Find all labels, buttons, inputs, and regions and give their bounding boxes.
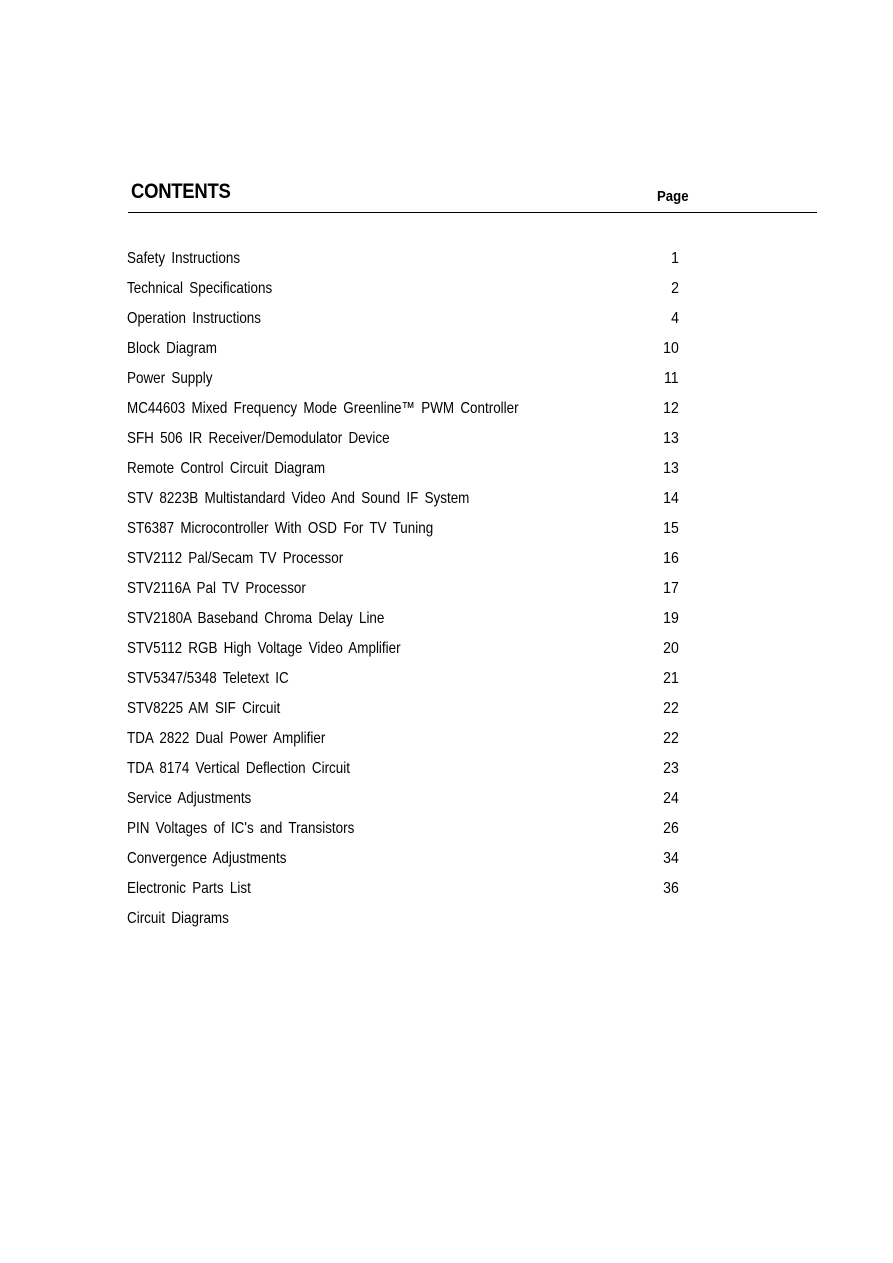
toc-entry-title: Operation Instructions bbox=[127, 310, 262, 327]
toc-entry bbox=[127, 489, 687, 519]
toc-entry-page: 34 bbox=[663, 850, 679, 867]
toc-entry-title: STV8225 AM SIF Circuit bbox=[127, 700, 281, 717]
toc-entry-page: 4 bbox=[671, 310, 679, 327]
toc-entry-page: 14 bbox=[663, 490, 679, 507]
toc-entry-title: STV 8223B Multistandard Video And Sound IF System bbox=[127, 490, 470, 507]
toc-entry bbox=[127, 699, 687, 729]
toc-entry bbox=[127, 759, 687, 789]
toc-entry bbox=[127, 609, 687, 639]
toc-entry bbox=[127, 579, 687, 609]
toc-entry-title: SFH 506 IR Receiver/Demodulator Device bbox=[127, 430, 390, 447]
toc-entry-title: STV2112 Pal/Secam TV Processor bbox=[127, 550, 344, 567]
toc-entry-title: Circuit Diagrams bbox=[127, 910, 229, 927]
toc-entry-title: PIN Voltages of IC's and Transistors bbox=[127, 820, 355, 837]
toc-entry bbox=[127, 309, 687, 339]
toc-entry-title: STV5347/5348 Teletext IC bbox=[127, 670, 289, 687]
toc-entry-title: Safety Instructions bbox=[127, 250, 241, 267]
toc-entry-title: STV2180A Baseband Chroma Delay Line bbox=[127, 610, 385, 627]
toc-entry-title: Remote Control Circuit Diagram bbox=[127, 460, 326, 477]
toc-entry bbox=[127, 819, 687, 849]
toc-entry-page: 15 bbox=[663, 520, 679, 537]
toc-entry-page: 26 bbox=[663, 820, 679, 837]
toc-entry bbox=[127, 789, 687, 819]
toc-entry bbox=[127, 339, 687, 369]
toc-entry-title: Power Supply bbox=[127, 370, 213, 387]
toc-entry-page: 24 bbox=[663, 790, 679, 807]
toc-entry-page: 13 bbox=[663, 430, 679, 447]
toc-entry-title: Electronic Parts List bbox=[127, 880, 251, 897]
toc-entry-page: 16 bbox=[663, 550, 679, 567]
toc-entry bbox=[127, 429, 687, 459]
contents-header bbox=[128, 176, 817, 213]
toc-entry-page: 21 bbox=[663, 670, 679, 687]
toc-entry-title: STV2116A Pal TV Processor bbox=[127, 580, 306, 597]
toc-entry-page: 20 bbox=[663, 640, 679, 657]
page-title: CONTENTS bbox=[131, 180, 231, 203]
toc-entry bbox=[127, 879, 687, 909]
toc-entry-page: 17 bbox=[663, 580, 679, 597]
toc-entry bbox=[127, 639, 687, 669]
toc-entry-title: TDA 8174 Vertical Deflection Circuit bbox=[127, 760, 350, 777]
toc-entry-page: 22 bbox=[663, 700, 679, 717]
toc-entry bbox=[127, 369, 687, 399]
toc-entry-page: 2 bbox=[671, 280, 679, 297]
toc-entry-title: Service Adjustments bbox=[127, 790, 252, 807]
page-column-label: Page bbox=[657, 188, 689, 205]
toc-entry bbox=[127, 849, 687, 879]
toc-entry-page: 10 bbox=[663, 340, 679, 357]
toc-entry-page: 23 bbox=[663, 760, 679, 777]
toc-entry-page: 36 bbox=[663, 880, 679, 897]
toc-entry-page: 1 bbox=[671, 250, 679, 267]
toc-entry bbox=[127, 399, 687, 429]
toc-entry bbox=[127, 729, 687, 759]
toc-entry-title: STV5112 RGB High Voltage Video Amplifier bbox=[127, 640, 401, 657]
toc-entry-title: ST6387 Microcontroller With OSD For TV Tuning bbox=[127, 520, 434, 537]
toc-entry-title: Block Diagram bbox=[127, 340, 217, 357]
toc-entry-page: 13 bbox=[663, 460, 679, 477]
toc-entry-title: MC44603 Mixed Frequency Mode Greenline™ PWM Controller bbox=[127, 400, 519, 417]
toc-entry-title: Technical Specifications bbox=[127, 280, 273, 297]
toc-entry-title: TDA 2822 Dual Power Amplifier bbox=[127, 730, 326, 747]
toc-entry bbox=[127, 549, 687, 579]
toc-entry bbox=[127, 279, 687, 309]
toc-entry bbox=[127, 249, 687, 279]
toc-entry bbox=[127, 909, 687, 939]
toc-entry bbox=[127, 669, 687, 699]
toc-entry-page: 12 bbox=[663, 400, 679, 417]
toc-entry-title: Convergence Adjustments bbox=[127, 850, 287, 867]
toc-entry-page: 22 bbox=[663, 730, 679, 747]
toc-entry-page: 11 bbox=[664, 370, 679, 387]
table-of-contents bbox=[127, 249, 687, 939]
toc-entry-page: 19 bbox=[663, 610, 679, 627]
toc-entry bbox=[127, 459, 687, 489]
toc-entry bbox=[127, 519, 687, 549]
